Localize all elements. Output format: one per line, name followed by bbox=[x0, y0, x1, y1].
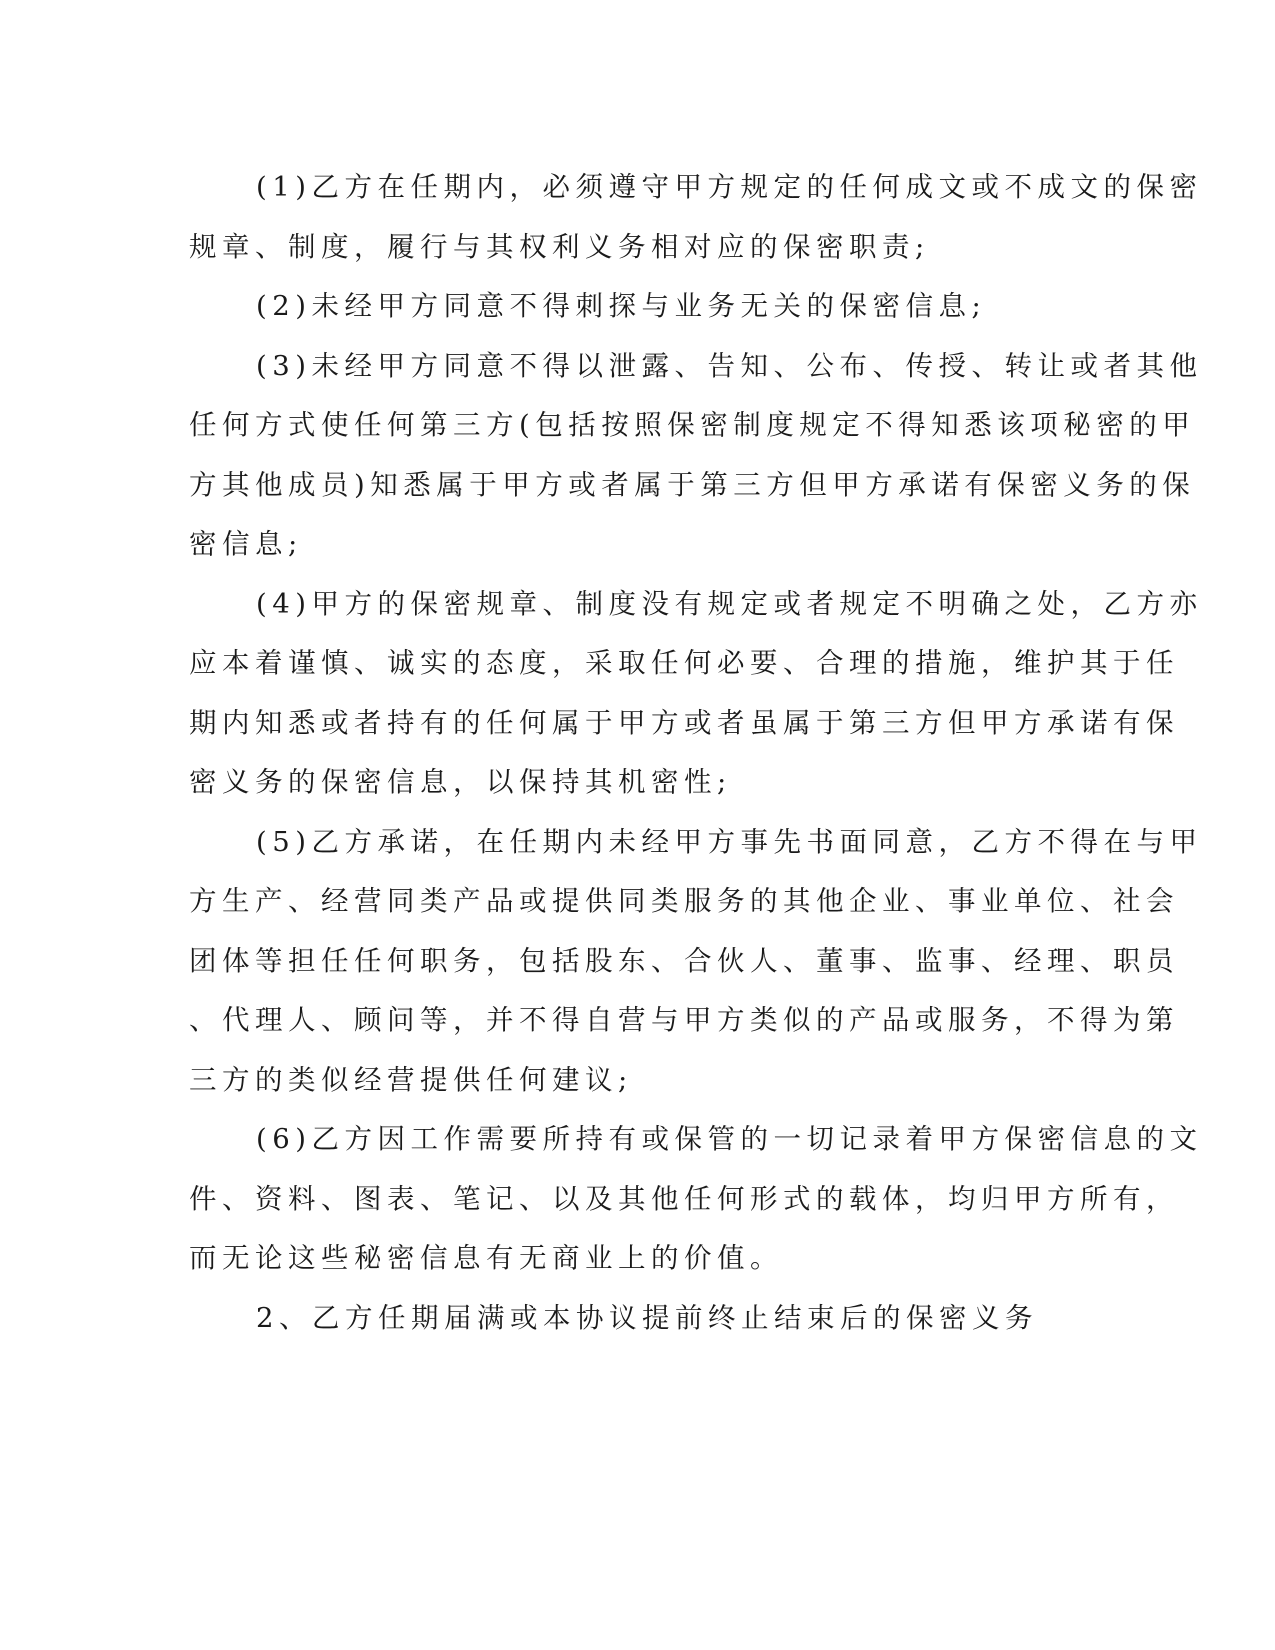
text-line: 而无论这些秘密信息有无商业上的价值。 bbox=[189, 1242, 783, 1274]
text-line: 团体等担任任何职务，包括股东、合伙人、董事、监事、经理、职员 bbox=[189, 944, 1179, 977]
clause-5-paragraph bbox=[189, 813, 1203, 1111]
text-line: (5)乙方承诺，在任期内未经甲方事先书面同意，乙方不得在与甲 bbox=[256, 825, 1203, 858]
clause-2-paragraph bbox=[189, 277, 1079, 337]
text-line: 三方的类似经营提供任何建议; bbox=[189, 1063, 633, 1096]
text-line: 密义务的保密信息，以保持其机密性; bbox=[189, 766, 732, 798]
text-line: 方生产、经营同类产品或提供同类服务的其他企业、事业单位、社会 bbox=[189, 885, 1179, 917]
clause-6-paragraph bbox=[189, 1110, 1203, 1289]
text-line: (1)乙方在任期内，必须遵守甲方规定的任何成文或不成文的保密 bbox=[256, 171, 1203, 203]
text-line: 、代理人、顾问等，并不得自营与甲方类似的产品或服务，不得为第 bbox=[189, 1004, 1179, 1036]
section-2-heading bbox=[189, 1289, 1079, 1349]
text-line: 应本着谨慎、诚实的态度，采取任何必要、合理的措施，维护其于任 bbox=[189, 647, 1179, 679]
text-line: (3)未经甲方同意不得以泄露、告知、公布、传授、转让或者其他 bbox=[256, 349, 1203, 382]
text-line: (6)乙方因工作需要所持有或保管的一切记录着甲方保密信息的文 bbox=[256, 1123, 1203, 1155]
text-line: 任何方式使任何第三方(包括按照保密制度规定不得知悉该项秘密的甲 bbox=[189, 409, 1196, 441]
text-line: 密信息; bbox=[189, 528, 303, 560]
text-line: 2、乙方任期届满或本协议提前终止结束后的保密义务 bbox=[256, 1301, 1038, 1334]
text-line: 件、资料、图表、笔记、以及其他任何形式的载体，均归甲方所有， bbox=[189, 1182, 1179, 1215]
text-line: 规章、制度，履行与其权利义务相对应的保密职责; bbox=[189, 230, 930, 263]
clause-3-paragraph bbox=[189, 337, 1203, 575]
document-body bbox=[189, 158, 1203, 1348]
text-line: (4)甲方的保密规章、制度没有规定或者规定不明确之处，乙方亦 bbox=[256, 587, 1203, 620]
clause-1-paragraph bbox=[189, 158, 1203, 277]
text-line: 方其他成员)知悉属于甲方或者属于第三方但甲方承诺有保密义务的保 bbox=[189, 468, 1196, 501]
text-line: (2)未经甲方同意不得刺探与业务无关的保密信息; bbox=[256, 290, 987, 322]
clause-4-paragraph bbox=[189, 575, 1203, 813]
text-line: 期内知悉或者持有的任何属于甲方或者虽属于第三方但甲方承诺有保 bbox=[189, 706, 1179, 739]
